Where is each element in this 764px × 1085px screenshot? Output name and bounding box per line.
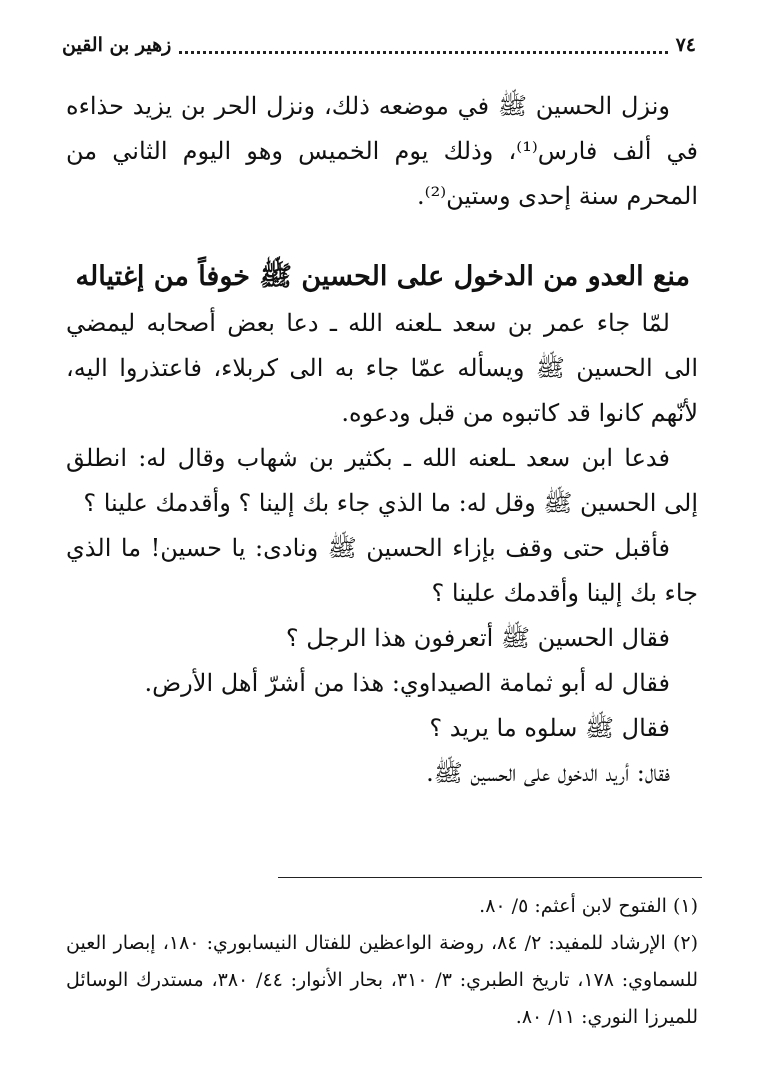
page-header (62, 30, 696, 60)
dialogue-line: فقال: أريد الدخول على الحسين ﷺ. (426, 759, 670, 787)
footnote: (١) الفتوح لابن أعثم: ٥/ ٨٠. (479, 895, 698, 917)
page-number: ٧٤ (675, 34, 696, 56)
paragraph: فدعا ابن سعد ـلعنه الله ـ بكثير بن شهاب وقال له: انطلق إلى الحسين ﷺ وقل له: ما الذي جاء بك إلينا ؟ وأقدمك علينا ؟ (66, 444, 698, 517)
dialogue-line: فقال ﷺ سلوه ما يريد ؟ (429, 714, 670, 742)
paragraph: فأقبل حتى وقف بإزاء الحسين ﷺ ونادى: يا حسين! ما الذي جاء بك إلينا وأقدمك علينا ؟ (66, 534, 698, 607)
footnotes (66, 888, 698, 1036)
running-title: زهير بن القين (62, 34, 172, 56)
header-dotted-leader (179, 43, 667, 54)
paragraph: لمّا جاء عمر بن سعد ـلعنه الله ـ دعا بعض أصحابه ليمضي الى الحسين ﷺ ويسأله عمّا جاء به الى كربلاء، فاعتذروا اليه، لأنّهم كانوا قد كاتبوه من قبل ودعوه. (66, 309, 698, 427)
footnote-separator (278, 877, 702, 878)
section-heading: منع العدو من الدخول على الحسين ﷺ خوفاً من إغتياله (75, 261, 690, 292)
dialogue-line: فقال له أبو ثمامة الصيداوي: هذا من أشرّ أهل الأرض. (144, 669, 670, 697)
paragraph: ونزل الحسين ﷺ في موضعه ذلك، ونزل الحر بن يزيد حذاءه في ألف فارس⁽¹⁾، وذلك يوم الخميس وهو اليوم الثاني من المحرم سنة إحدى وستين⁽²⁾. (66, 92, 699, 210)
main-text (66, 84, 698, 796)
dialogue-line: فقال الحسين ﷺ أتعرفون هذا الرجل ؟ (285, 624, 670, 652)
footnote: (٢) الإرشاد للمفيد: ٢/ ٨٤، روضة الواعظين للفتال النيسابوري: ١٨٠، إبصار العين للسماوي: ١٧٨، تاريخ الطبري: ٣/ ٣١٠، بحار الأنوار: ٤٤/ ٣٨٠، مستدرك الوسائل للميرزا النوري: ١١/ ٨٠. (66, 932, 699, 1028)
